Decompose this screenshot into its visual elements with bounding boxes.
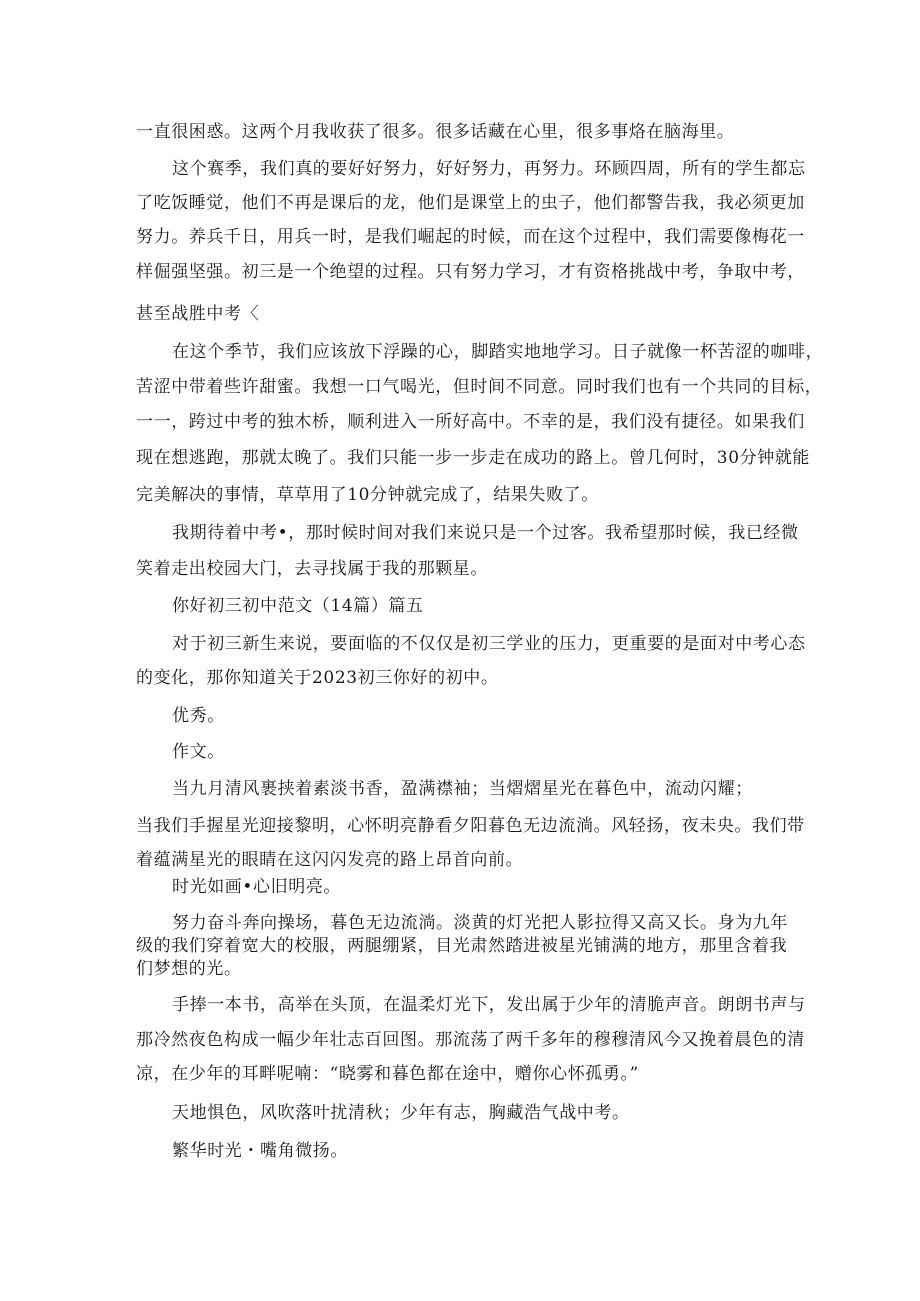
text-line: 完美解决的事情，草草用了10分钟就完成了，结果失败了。	[136, 485, 599, 505]
text-line: 的变化，那你知道关于2023初三你好的初中。	[136, 668, 499, 688]
paragraph-start: 时光如画•心旧明亮。	[172, 877, 342, 897]
text-line: 努力。养兵千日，用兵一时，是我们崛起的时候，而在这个过程中，我们需要像梅花一	[136, 227, 805, 247]
text-line: 笑着走出校园大门，去寻找属于我的那颗星。	[136, 559, 488, 579]
text-line: 一直很困惑。这两个月我收获了很多。很多话藏在心里，很多事烙在脑海里。	[136, 122, 735, 142]
paragraph-start: 手捧一本书，高举在头顶，在温柔灯光下，发出属于少年的清脆声音。朗朗书声与	[172, 995, 806, 1015]
paragraph-start: 对于初三新生来说，要面临的不仅仅是初三学业的压力，更重要的是面对中考心态	[172, 634, 806, 654]
text-line: 凉，在少年的耳畔呢喃：“晓雾和暮色都在途中，赠你心怀孤勇。”	[136, 1064, 639, 1084]
paragraph-start: 天地惧色，风吹落叶扰清秋；少年有志，胸藏浩气战中考。	[172, 1103, 630, 1123]
text-line: 一一，跨过中考的独木桥，顺利进入一所好高中。不幸的是，我们没有捷径。如果我们	[136, 412, 805, 432]
text-line: 苦涩中带着些许甜蜜。我想一口气喝光，但时间不同意。同时我们也有一个共同的目标，	[136, 377, 823, 397]
text-line: 那冷然夜色构成一幅少年壮志百回图。那流荡了两千多年的穆穆清风今又挽着晨色的清	[136, 1030, 805, 1050]
text-line: 样倔强坚强。初三是一个绝望的过程。只有努力学习，才有资格挑战中考，争取中考，	[136, 262, 805, 282]
text-line: 甚至战胜中考〈	[136, 304, 260, 324]
paragraph-start: 优秀。	[172, 706, 225, 726]
paragraph-start: 作文。	[172, 742, 225, 762]
paragraph-start: 我期待着中考•，那时候时间对我们来说只是一个过客。我希望那时候，我已经微	[172, 523, 799, 543]
paragraph-start: 在这个季节，我们应该放下浮躁的心，脚踏实地地学习。日子就像一杯苦涩的咖啡，	[172, 342, 824, 362]
paragraph-start: 当九月清风裹挟着素淡书香，盈满襟袖；当熠熠星光在暮色中，流动闪耀；	[172, 779, 753, 799]
paragraph-start: 繁华时光・嘴角微扬。	[172, 1141, 348, 1161]
section-heading: 你好初三初中范文（14篇）篇五	[172, 596, 424, 616]
paragraph-start: 努力奋斗奔向操场，暮色无边流淌。淡黄的灯光把人影拉得又高又长。身为九年	[172, 913, 788, 933]
text-line: 当我们手握星光迎接黎明，心怀明亮静看夕阳暮色无边流淌。风轻扬，夜未央。我们带	[136, 816, 805, 836]
paragraph-start: 这个赛季，我们真的要好好努力，好好努力，再努力。环顾四周，所有的学生都忘	[172, 159, 806, 179]
text-line: 着蕴满星光的眼睛在这闪闪发亮的路上昂首向前。	[136, 850, 524, 870]
text-line: 们梦想的光。	[136, 959, 242, 979]
text-line: 现在想逃跑，那就太晚了。我们只能一步一步走在成功的路上。曾几何时，30分钟就能	[136, 448, 811, 468]
text-line: 了吃饭睡觉，他们不再是课后的龙，他们是课堂上的虫子，他们都警告我，我必须更加	[136, 193, 805, 213]
text-line: 级的我们穿着宽大的校服，两腿绷紧，目光肃然踏进被星光铺满的地方，那里含着我	[136, 936, 788, 956]
